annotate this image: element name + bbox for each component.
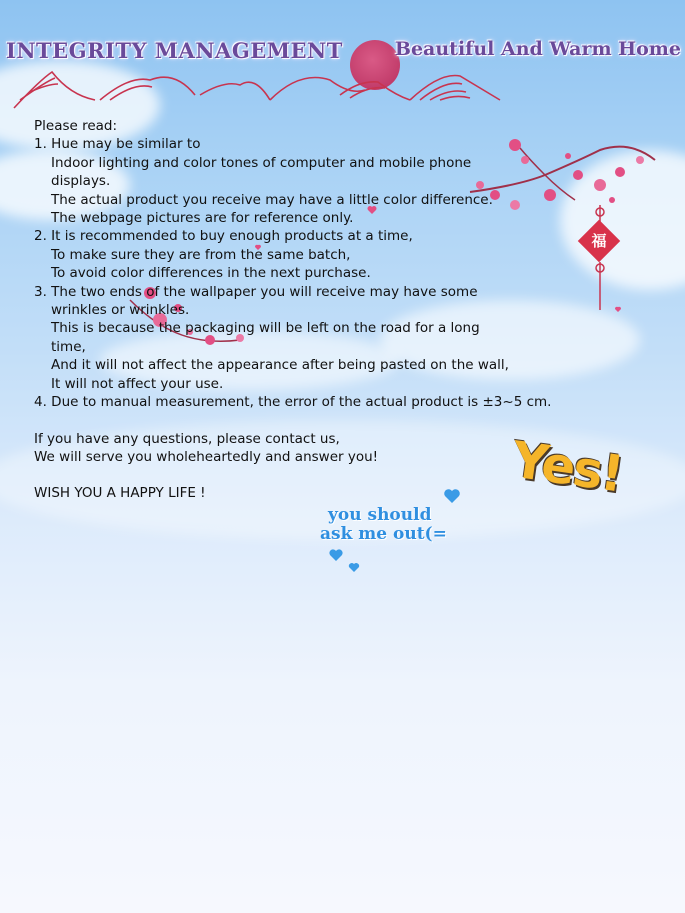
- item1-line: The webpage pictures are for reference only.: [51, 210, 354, 227]
- header-right-title: Beautiful And Warm Home: [394, 38, 681, 60]
- item3-line: It will not affect your use.: [51, 375, 224, 392]
- item4-line: 4. Due to manual measurement, the error of the actual product is ±3~5 cm.: [34, 394, 552, 411]
- item2-line: To avoid color differences in the next purchase.: [51, 265, 371, 282]
- notice-text: [34, 117, 594, 503]
- contact-line: We will serve you wholeheartedly and answer you!: [34, 448, 379, 465]
- ask-line-1: you should: [328, 505, 432, 525]
- notice-intro: Please read:: [34, 118, 118, 134]
- item3-line: And it will not affect the appearance after being pasted on the wall,: [51, 357, 509, 374]
- item1-line: 1. Hue may be similar to: [34, 136, 201, 153]
- ask-line-2: ask me out(=: [320, 524, 447, 544]
- ask-me-out-text: [320, 506, 447, 544]
- item1-line: Indoor lighting and color tones of computer and mobile phone: [51, 154, 472, 171]
- item3-line: This is because the packaging will be left on the road for a long: [51, 320, 480, 337]
- item1-line: The actual product you receive may have a little color difference.: [51, 191, 493, 208]
- item3-line: wrinkles or wrinkles.: [51, 302, 190, 319]
- closing-line: WISH YOU A HAPPY LIFE !: [34, 485, 206, 502]
- mountain-lines-icon: [14, 72, 500, 108]
- contact-line: If you have any questions, please contact us,: [34, 430, 340, 447]
- item3-line: 3. The two ends of the wallpaper you will receive may have some: [34, 283, 478, 300]
- header-left-title: INTEGRITY MANAGEMENT: [6, 38, 343, 63]
- item2-line: 2. It is recommended to buy enough products at a time,: [34, 228, 413, 245]
- item2-line: To make sure they are from the same batch,: [51, 246, 351, 263]
- item1-line: displays.: [51, 173, 111, 190]
- yes-sticker: Yes!: [508, 430, 626, 504]
- item3-line: time,: [51, 338, 86, 355]
- fu-charm-char: 福: [591, 232, 607, 250]
